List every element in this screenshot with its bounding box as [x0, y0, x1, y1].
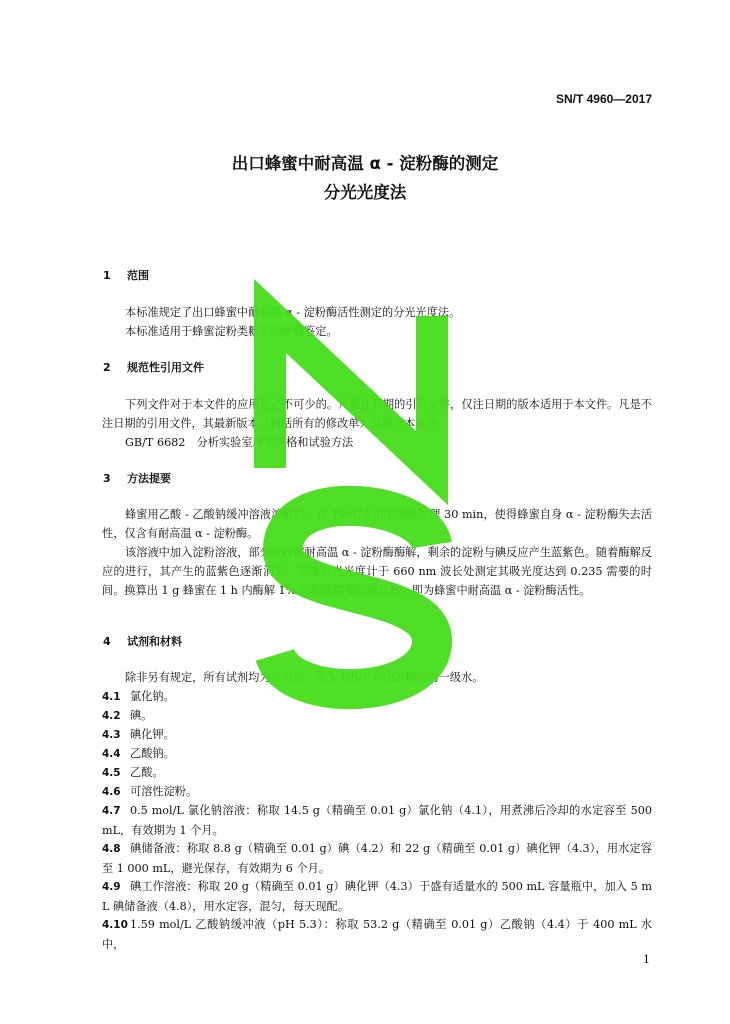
section-title: 方法提要 — [127, 472, 171, 485]
item-number: 4.1 — [102, 691, 121, 703]
list-item — [102, 801, 652, 840]
document-title: 出口蜂蜜中耐高温 α - 淀粉酶的测定 — [231, 154, 499, 173]
section-title: 试剂和材料 — [127, 635, 182, 648]
item-number: 4.4 — [102, 748, 121, 760]
list-item — [102, 687, 652, 707]
item-text: 碘工作溶液：称取 20 g（精确至 0.01 g）碘化钾（4.3）于盛有适量水的 500 mL 容量瓶中，加入 5 mL 碘储备液（4.8），用水定容，混匀，每天现配。 — [102, 880, 652, 913]
section-heading-reagents — [103, 633, 182, 649]
section-number: 4 — [103, 635, 111, 648]
section-number: 3 — [103, 472, 111, 485]
paragraph: 除非另有规定，所有试剂均为分析纯，水为 GB/T 6682 规定的一级水。 — [125, 671, 484, 684]
item-number: 4.8 — [102, 843, 121, 855]
list-item — [102, 706, 652, 726]
paragraph: 本标准适用于蜂蜜淀粉类糖浆的掺假鉴定。 — [125, 325, 338, 338]
item-number: 4.9 — [102, 881, 121, 893]
list-item — [102, 915, 652, 954]
paragraph: 下列文件对于本文件的应用是必不可少的。凡是注日期的引用文件，仅注日期的版本适用于本文件。凡是不注日期的引用文件，其最新版本（包括所有的修改单）适用于本文件。 — [102, 398, 652, 430]
paragraph: 该溶液中加入淀粉溶液，部分淀粉被耐高温 α - 淀粉酶酶解，剩余的淀粉与碘反应产生蓝紫色。随着酶解反应的进行，其产生的蓝紫色逐渐消失。采用分光光度计于 660 nm 波长处测定其吸光度达到 0.235 需要的时间。换算出 1 g 蜂蜜在 1 h 内酶解 1% 淀粉所需要的毫升数，即为蜂蜜中耐高温 α - 淀粉酶活性。 — [102, 546, 652, 597]
section-title: 范围 — [127, 269, 149, 282]
paragraph: 蜂蜜用乙酸 - 乙酸钠缓冲溶液溶解后，在 70 ℃水浴下加热处理 30 min，使得蜂蜜自身 α - 淀粉酶失去活性，仅含有耐高温 α - 淀粉酶。 — [102, 508, 652, 540]
section-number: 2 — [103, 361, 111, 374]
section-number: 1 — [103, 269, 111, 282]
item-text: 氯化钠。 — [130, 690, 175, 703]
list-item — [102, 725, 652, 745]
item-number: 4.7 — [102, 805, 121, 817]
item-text: 可溶性淀粉。 — [130, 785, 198, 798]
item-text: 碘储备液：称取 8.8 g（精确至 0.01 g）碘（4.2）和 22 g（精确至 0.01 g）碘化钾（4.3），用水定容至 1 000 mL，避光保存，有效期为 6 个月。 — [102, 842, 652, 875]
list-item — [102, 763, 652, 783]
item-number: 4.10 — [102, 919, 128, 931]
list-item — [102, 877, 652, 916]
page-number: 1 — [643, 953, 650, 966]
list-item — [102, 782, 652, 802]
item-number: 4.5 — [102, 767, 121, 779]
item-number: 4.2 — [102, 710, 121, 722]
section-title: 规范性引用文件 — [127, 361, 204, 374]
item-text: 1.59 mol/L 乙酸钠缓冲液（pH 5.3）：称取 53.2 g（精确至 0.01 g）乙酸钠（4.4）于 400 mL 水中， — [102, 918, 652, 951]
section-heading-method — [103, 470, 171, 486]
list-item — [102, 744, 652, 764]
item-text: 乙酸钠。 — [130, 747, 175, 760]
list-item — [102, 839, 652, 878]
item-number: 4.6 — [102, 786, 121, 798]
section-heading-scope — [103, 267, 149, 283]
document-subtitle: 分光光度法 — [323, 183, 407, 202]
item-text: 碘。 — [130, 709, 153, 722]
standard-number: SN/T 4960—2017 — [555, 92, 652, 106]
item-text: 碘化钾。 — [130, 728, 175, 741]
paragraph: GB/T 6682 分析实验室用水规格和试验方法 — [125, 436, 354, 449]
item-text: 0.5 mol/L 氯化钠溶液：称取 14.5 g（精确至 0.01 g）氯化钠（4.1），用煮沸后冷却的水定容至 500 mL，有效期为 1 个月。 — [102, 804, 652, 837]
section-heading-references — [103, 359, 204, 375]
paragraph: 本标准规定了出口蜂蜜中耐高温 α - 淀粉酶活性测定的分光光度法。 — [125, 306, 461, 319]
item-number: 4.3 — [102, 729, 121, 741]
item-text: 乙酸。 — [130, 766, 164, 779]
